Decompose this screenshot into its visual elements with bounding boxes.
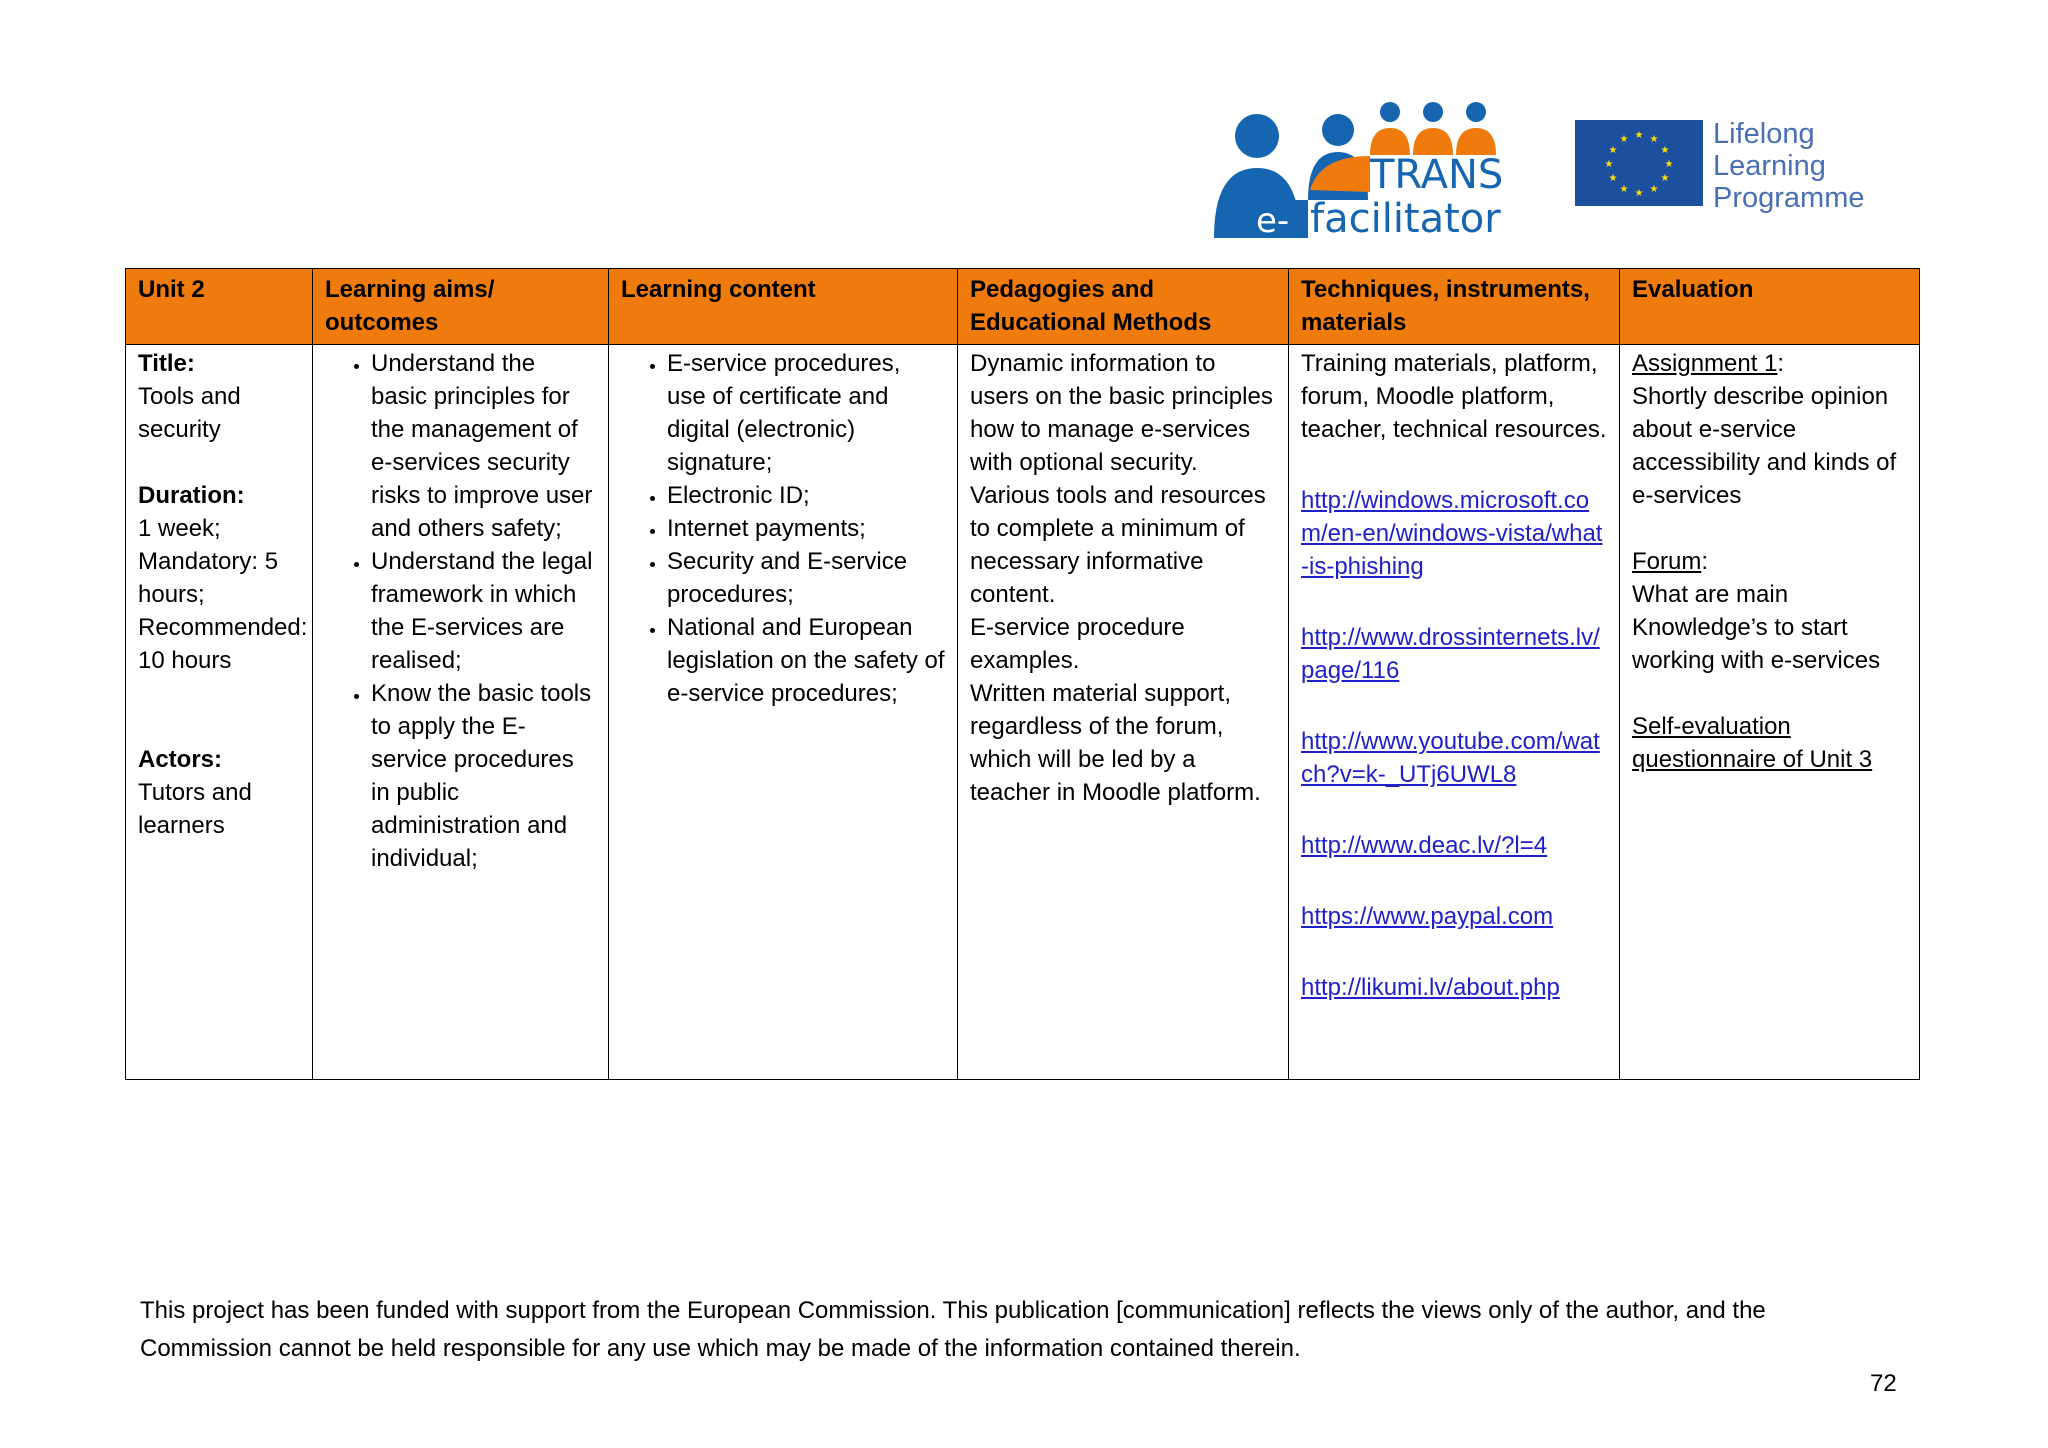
list-item: • Security and E-service procedures; [667,545,945,611]
duration-label: Duration: [138,482,245,509]
duration-line: 1 week; [138,515,221,542]
table-header-row [126,269,1920,345]
list-item: • Understand the basic principles for the management of e-services security risks to improve user and others safety; [371,347,596,545]
eu-logo-line: Learning [1713,150,1826,182]
learning-content-cell [609,345,958,1080]
forum-heading: Forum: [1632,548,1709,575]
svg-text:facilitator: facilitator [1310,196,1501,240]
svg-text:★: ★ [1660,173,1670,184]
header-unit: Unit 2 [126,269,313,345]
pedagogy-paragraph: Dynamic information to users on the basic principles how to manage e-services with optional security. [970,350,1273,476]
learning-aims-cell [313,345,609,1080]
forum-text: What are main Knowledge’s to start working with e-services [1632,581,1881,674]
list-item: • Internet payments; [667,512,945,545]
self-evaluation-text: Self-evaluation questionnaire of Unit 3 [1632,713,1873,773]
header-evaluation: Evaluation [1620,269,1920,345]
header-learning-aims: Learning aims/ outcomes [313,269,609,345]
unit-info-cell [126,345,313,1080]
svg-text:★: ★ [1649,134,1659,145]
page-number: 72 [1870,1370,1897,1397]
pedagogy-paragraph: Various tools and resources to complete a minimum of necessary informative content. [970,482,1266,608]
svg-text:★: ★ [1608,145,1618,156]
svg-text:★: ★ [1634,188,1644,199]
techniques-intro: Training materials, platform, forum, Moodle platform, teacher, technical resources. [1301,350,1607,443]
funding-disclaimer: This project has been funded with support from the European Commission. This publication [communication] reflects the views only of the author, and the Commission cannot be held responsible for any use which may be made of the information contained therein. [140,1297,1766,1362]
svg-text:★: ★ [1619,184,1629,195]
list-item: • Understand the legal framework in which the E-services are realised; [371,545,596,677]
trans-logo-word: TRANS [1370,152,1504,198]
resource-link[interactable]: http://www.deac.lv/?l=4 [1301,832,1548,859]
svg-text:★: ★ [1649,184,1659,195]
svg-text:★: ★ [1664,159,1674,170]
svg-text:★: ★ [1608,173,1618,184]
title-label: Title: [138,350,195,377]
header-pedagogies: Pedagogies and Educational Methods [958,269,1289,345]
svg-text:★: ★ [1660,145,1670,156]
header-techniques: Techniques, instruments, materials [1289,269,1620,345]
title-value: Tools and security [138,383,241,443]
header-learning-content: Learning content [609,269,958,345]
duration-line: Recommended: 10 hours [138,614,308,674]
duration-line: Mandatory: 5 hours; [138,548,279,608]
eu-logo-line: Programme [1713,182,1865,214]
resource-link[interactable]: http://likumi.lv/about.php [1301,974,1560,1001]
forum-label: Forum [1632,548,1702,575]
evaluation-cell [1620,345,1920,1080]
list-item: • Electronic ID; [667,479,945,512]
learning-aims-list [325,347,596,875]
trans-logo-graphic [1210,100,1510,240]
pedagogy-paragraph: Written material support, regardless of the forum, which will be led by a teacher in Moodle platform. [970,680,1261,806]
resource-link[interactable]: http://windows.microsoft.com/en-en/windows-vista/what-is-phishing [1301,487,1603,580]
svg-text:★: ★ [1604,159,1614,170]
eu-programme-name [1713,118,1865,214]
unit-table [125,268,1920,1080]
assignment-text: Shortly describe opinion about e-service accessibility and kinds of e-services [1632,383,1897,509]
eu-lifelong-learning-logo [1575,118,1865,214]
svg-text:★: ★ [1634,130,1644,141]
trans-e-facilitator-logo [1210,100,1510,240]
eu-logo-line: Lifelong [1713,118,1815,150]
svg-text:e-: e- [1256,201,1290,240]
assignment-heading: Assignment 1: [1632,350,1785,377]
list-item: • National and European legislation on the safety of e-service procedures; [667,611,945,710]
actors-value: Tutors and learners [138,779,252,839]
assignment-label: Assignment 1 [1632,350,1778,377]
list-item: • Know the basic tools to apply the E-service procedures in public administration and individual; [371,677,596,875]
learning-content-list [621,347,945,710]
pedagogies-cell [958,345,1289,1080]
eu-flag-icon [1575,120,1703,206]
resource-link[interactable]: http://www.youtube.com/watch?v=k-_UTj6UWL8 [1301,728,1600,788]
actors-label: Actors: [138,746,223,773]
svg-text:★: ★ [1619,134,1629,145]
resource-link[interactable]: http://www.drossinternets.lv/page/116 [1301,624,1600,684]
pedagogy-paragraph: E-service procedure examples. [970,614,1185,674]
table-row [126,345,1920,1080]
list-item: • E-service procedures, use of certificate and digital (electronic) signature; [667,347,945,479]
resource-link[interactable]: https://www.paypal.com [1301,903,1554,930]
techniques-cell [1289,345,1620,1080]
